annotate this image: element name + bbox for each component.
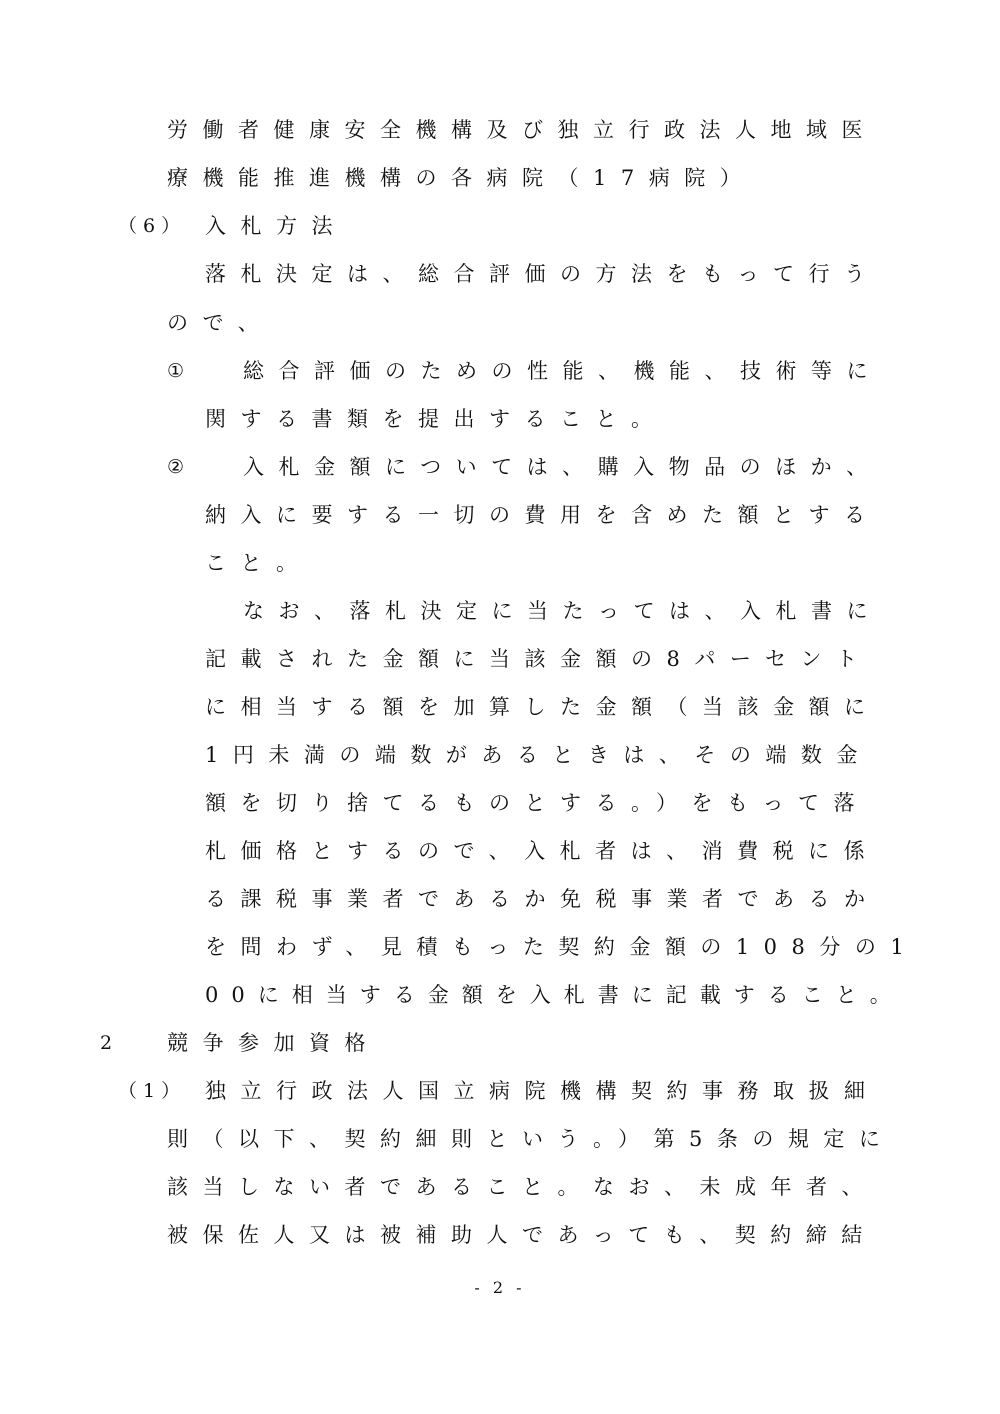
body-line-19: 00に相当する金額を入札書に記載すること。 [205,983,904,1007]
body-line-15: 額を切り捨てるものとする。）をもって落 [205,791,869,815]
body-line-17: る課税事業者であるか免税事業者であるか [205,887,880,911]
body-line-10: こと。 [205,551,312,575]
body-line-12: 記載された金額に当該金額の8パーセント [205,647,872,671]
body-line-1: 労働者健康安全機構及び独立行政法人地域医 [167,118,877,142]
body-line-24: 被保佐人又は被補助人であっても、契約締結 [167,1223,877,1247]
body-line-14: 1円未満の端数があるときは、その端数金 [205,743,872,767]
body-line-8: 入札金額については、購入物品のほか、 [243,455,882,479]
body-line-9: 納入に要する一切の費用を含めた額とする [205,503,880,527]
heading-eligibility: 競争参加資格 [167,1031,380,1055]
body-line-13: に相当する額を加算した金額（当該金額に [205,695,880,719]
body-line-11: なお、落札決定に当たっては、入札書に [243,599,882,623]
body-line-7: 関する書類を提出すること。 [205,407,667,431]
circle-number-2: ② [167,456,191,478]
heading-bid-method: 入札方法 [205,214,347,238]
body-line-18: を問わず、見積もった契約金額の108分の1 [205,935,919,959]
body-line-5: ので、 [167,311,274,335]
body-line-4: 落札決定は、総合評価の方法をもって行う [205,262,880,286]
item-number-6: （6） [118,215,187,237]
body-line-2: 療機能推進機構の各病院（17病院） [167,166,756,190]
body-line-23: 該当しない者であること。なお、未成年者、 [167,1175,877,1199]
body-line-6: 総合評価のための性能、機能、技術等に [243,359,882,383]
body-line-16: 札価格とするので、入札者は、消費税に係 [205,839,880,863]
circle-number-1: ① [167,360,191,382]
item-number-1: （1） [118,1080,187,1102]
section-number-2: 2 [100,1032,119,1054]
body-line-22: 則（以下、契約細則という。）第5条の規定に [167,1127,895,1151]
body-line-21: 独立行政法人国立病院機構契約事務取扱細 [205,1079,880,1103]
page-number: - 2 - [474,1278,526,1297]
